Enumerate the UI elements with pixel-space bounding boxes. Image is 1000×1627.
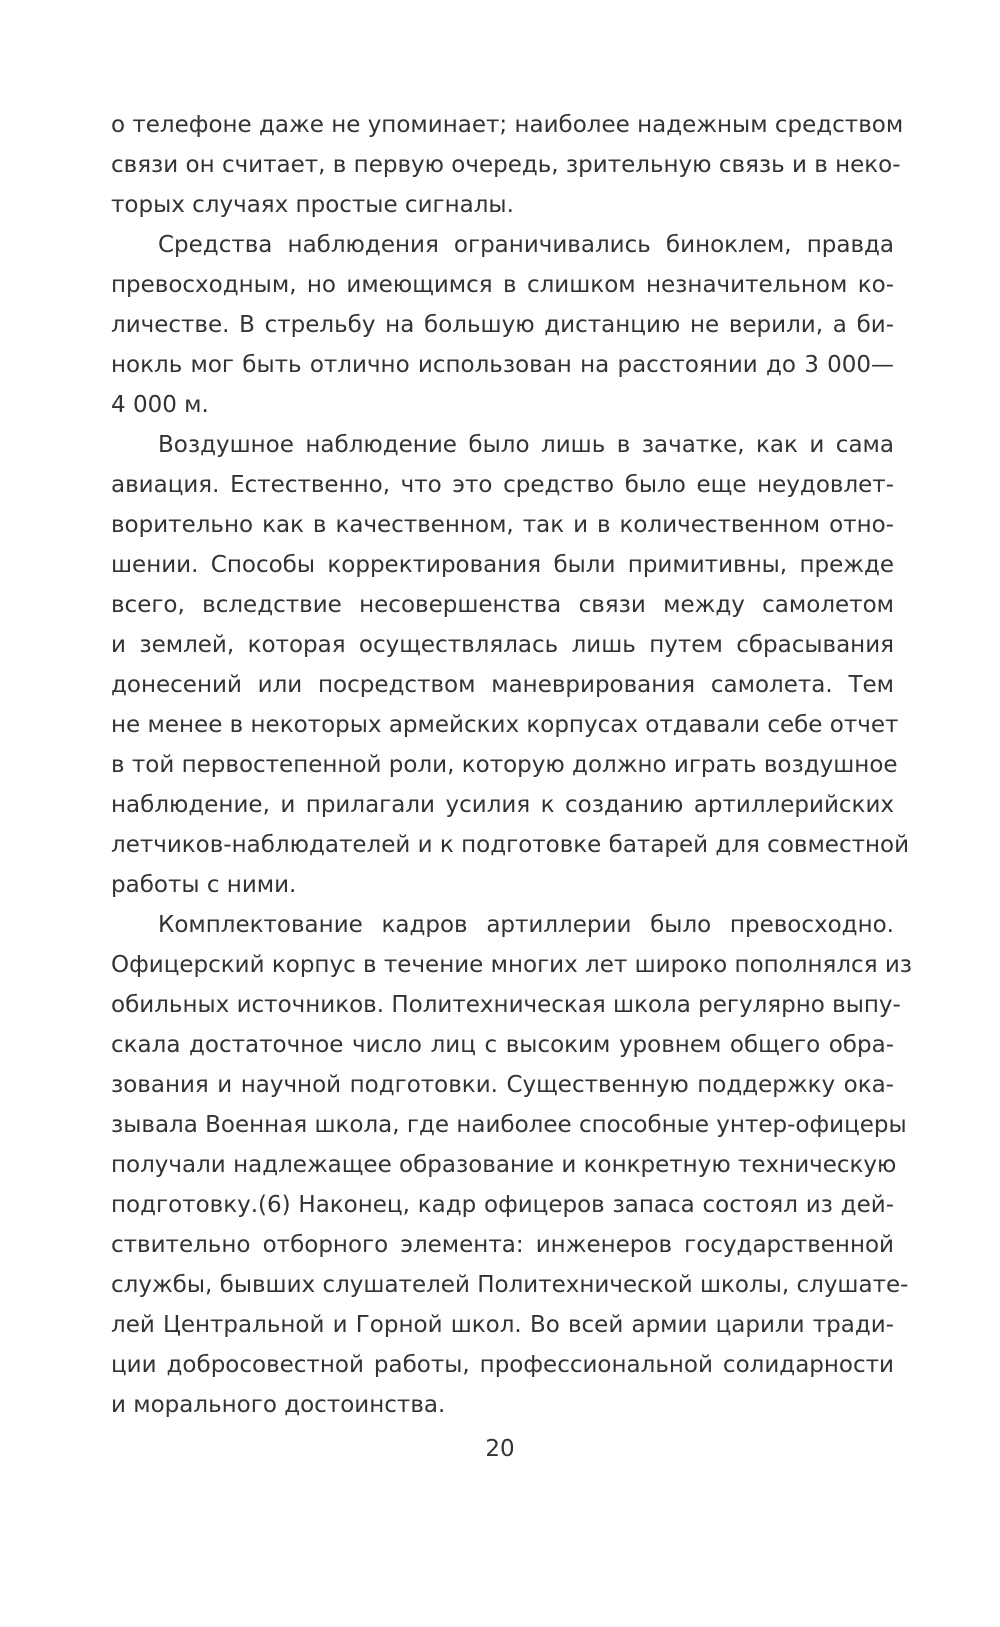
- text-line: обильных источников. Политехническая школа регулярно выпу-: [111, 992, 901, 1018]
- text-line: скала достаточное число лиц с высоким уровнем общего обра-: [111, 1032, 894, 1058]
- text-line: превосходным, но имеющимся в слишком незначительном ко-: [111, 272, 894, 298]
- text-line: нокль мог быть отлично использован на расстоянии до 3 000—: [111, 352, 894, 378]
- text-line: ции добросовестной работы, профессиональной солидарности: [111, 1352, 894, 1378]
- text-line: в той первостепенной роли, которую должно играть воздушное: [111, 752, 898, 778]
- text-line: и морального достоинства.: [111, 1392, 446, 1418]
- text-line: ворительно как в качественном, так и в количественном отно-: [111, 512, 894, 538]
- text-line: о телефоне даже не упоминает; наиболее надежным средством: [111, 112, 904, 138]
- text-line: не менее в некоторых армейских корпусах отдавали себе отчет: [111, 712, 899, 738]
- text-line: Офицерский корпус в течение многих лет широко пополнялся из: [111, 952, 913, 978]
- text-line: связи он считает, в первую очередь, зрительную связь и в неко-: [111, 152, 901, 178]
- page-number: 20: [485, 1436, 515, 1462]
- text-line: лей Центральной и Горной школ. Во всей армии царили тради-: [111, 1312, 894, 1338]
- text-line: службы, бывших слушателей Политехнической школы, слушате-: [111, 1272, 909, 1298]
- text-line: работы с ними.: [111, 872, 297, 898]
- text-line: получали надлежащее образование и конкретную техническую: [111, 1152, 897, 1178]
- text-line: подготовку.(6) Наконец, кадр офицеров запаса состоял из дей-: [111, 1192, 894, 1218]
- text-line: Комплектование кадров артиллерии было превосходно.: [158, 912, 894, 938]
- text-line: ствительно отборного элемента: инженеров государственной: [111, 1232, 894, 1258]
- text-line: 4 000 м.: [111, 392, 209, 418]
- text-line: зывала Военная школа, где наиболее способные унтер-офицеры: [111, 1112, 907, 1138]
- text-line: зования и научной подготовки. Существенную поддержку ока-: [111, 1072, 894, 1098]
- text-line: личестве. В стрельбу на большую дистанцию не верили, а би-: [111, 312, 894, 338]
- text-line: и землей, которая осуществлялась лишь путем сбрасывания: [111, 632, 894, 658]
- text-line: донесений или посредством маневрирования самолета. Тем: [111, 672, 894, 698]
- body-text: [111, 105, 913, 1425]
- text-line: наблюдение, и прилагали усилия к созданию артиллерийских: [111, 792, 894, 818]
- text-line: авиация. Естественно, что это средство было еще неудовлет-: [111, 472, 894, 498]
- text-line: шении. Способы корректирования были примитивны, прежде: [111, 552, 894, 578]
- text-line: Воздушное наблюдение было лишь в зачатке, как и сама: [158, 432, 894, 458]
- text-line: торых случаях простые сигналы.: [111, 192, 514, 218]
- text-line: Средства наблюдения ограничивались биноклем, правда: [158, 232, 894, 258]
- text-line: летчиков-наблюдателей и к подготовке батарей для совместной: [111, 832, 910, 858]
- text-line: всего, вследствие несовершенства связи между самолетом: [111, 592, 894, 618]
